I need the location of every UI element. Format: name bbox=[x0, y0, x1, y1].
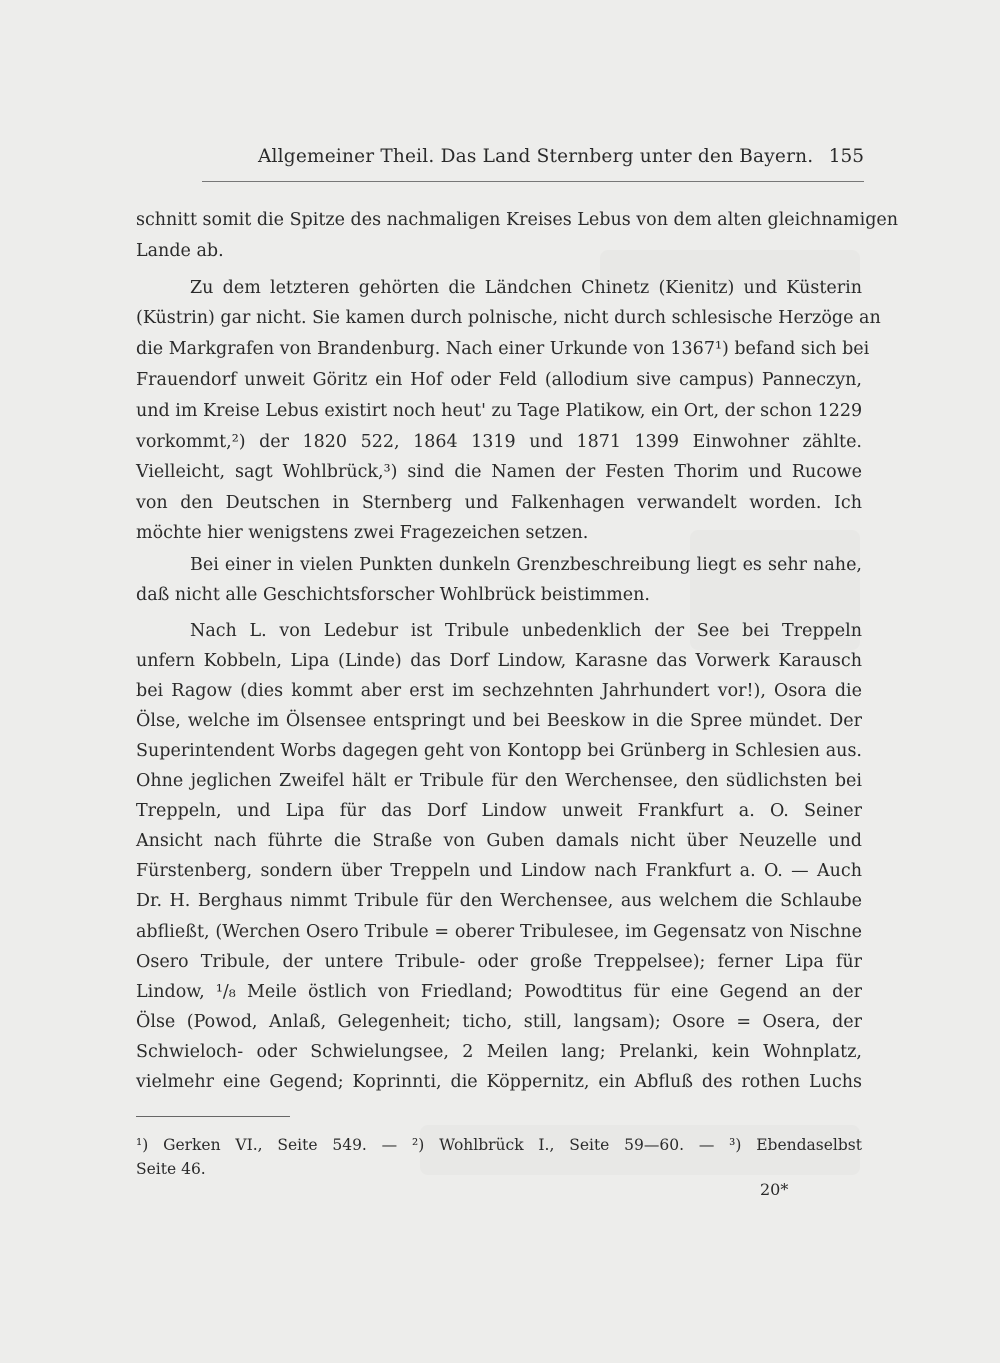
text-line: abfließt, (Werchen Osero Tribule = oberer Tribulesee, im Gegensatz von Nischne bbox=[136, 922, 862, 942]
text-line: Vielleicht, sagt Wohlbrück,³) sind die Namen der Festen Thorim und Rucowe bbox=[136, 462, 862, 482]
text-line: Ölse (Powod, Anlaß, Gelegenheit; ticho, still, langsam); Osore = Osera, der bbox=[136, 1012, 862, 1032]
page-number: 155 bbox=[828, 146, 864, 167]
footnote-line: ¹) Gerken VI., Seite 549. — ²) Wohlbrück I., Seite 59—60. — ³) Ebendaselbst bbox=[136, 1136, 862, 1154]
text-line: Dr. H. Berghaus nimmt Tribule für den Werchensee, aus welchem die Schlaube bbox=[136, 891, 862, 911]
text-line: Superintendent Worbs dagegen geht von Kontopp bei Grünberg in Schlesien aus. bbox=[136, 741, 862, 761]
footnote-rule bbox=[136, 1116, 290, 1117]
text-line: Ohne jeglichen Zweifel hält er Tribule für den Werchensee, den südlichsten bei bbox=[136, 771, 862, 791]
text-line: Lande ab. bbox=[136, 241, 224, 261]
header-rule bbox=[202, 181, 864, 182]
text-line: Zu dem letzteren gehörten die Ländchen Chinetz (Kienitz) und Küsterin bbox=[190, 278, 862, 298]
footnote-line: Seite 46. bbox=[136, 1160, 206, 1178]
text-line: von den Deutschen in Sternberg und Falkenhagen verwandelt worden. Ich bbox=[136, 493, 862, 513]
text-line: unfern Kobbeln, Lipa (Linde) das Dorf Lindow, Karasne das Vorwerk Karausch bbox=[136, 651, 862, 671]
text-line: Bei einer in vielen Punkten dunkeln Grenzbeschreibung liegt es sehr nahe, bbox=[190, 555, 862, 575]
text-line: Frauendorf unweit Göritz ein Hof oder Feld (allodium sive campus) Panneczyn, bbox=[136, 370, 862, 390]
text-line: Ölse, welche im Ölsensee entspringt und bei Beeskow in die Spree mündet. Der bbox=[136, 711, 862, 731]
text-line: (Küstrin) gar nicht. Sie kamen durch polnische, nicht durch schlesische Herzöge an bbox=[136, 308, 881, 328]
text-line: Schwieloch- oder Schwielungsee, 2 Meilen lang; Prelanki, kein Wohnplatz, bbox=[136, 1042, 862, 1062]
text-line: bei Ragow (dies kommt aber erst im sechzehnten Jahrhundert vor!), Osora die bbox=[136, 681, 862, 701]
text-line: schnitt somit die Spitze des nachmaligen Kreises Lebus von dem alten gleichnamigen bbox=[136, 210, 899, 230]
text-line: Lindow, ¹/₈ Meile östlich von Friedland; Powodtitus für eine Gegend an der bbox=[136, 982, 862, 1002]
text-line: Treppeln, und Lipa für das Dorf Lindow unweit Frankfurt a. O. Seiner bbox=[136, 801, 862, 821]
text-line: und im Kreise Lebus existirt noch heut' zu Tage Platikow, ein Ort, der schon 1229 bbox=[136, 401, 863, 421]
text-line: vielmehr eine Gegend; Koprinnti, die Köppernitz, ein Abfluß des rothen Luchs bbox=[136, 1072, 862, 1092]
text-line: Nach L. von Ledebur ist Tribule unbedenklich der See bei Treppeln bbox=[190, 621, 862, 641]
printer-signature: 20* bbox=[760, 1180, 789, 1199]
text-line: die Markgrafen von Brandenburg. Nach einer Urkunde von 1367¹) befand sich bei bbox=[136, 339, 870, 359]
text-line: Fürstenberg, sondern über Treppeln und Lindow nach Frankfurt a. O. — Auch bbox=[136, 861, 862, 881]
text-line: Osero Tribule, der untere Tribule- oder große Treppelsee); ferner Lipa für bbox=[136, 952, 862, 972]
text-line: Ansicht nach führte die Straße von Guben damals nicht über Neuzelle und bbox=[136, 831, 862, 851]
running-title: Allgemeiner Theil. Das Land Sternberg unter den Bayern. bbox=[258, 146, 814, 167]
running-header bbox=[258, 146, 864, 176]
text-line: möchte hier wenigstens zwei Fragezeichen setzen. bbox=[136, 523, 589, 543]
text-line: vorkommt,²) der 1820 522, 1864 1319 und 1871 1399 Einwohner zählte. bbox=[136, 432, 862, 452]
text-line: daß nicht alle Geschichtsforscher Wohlbrück beistimmen. bbox=[136, 585, 650, 605]
